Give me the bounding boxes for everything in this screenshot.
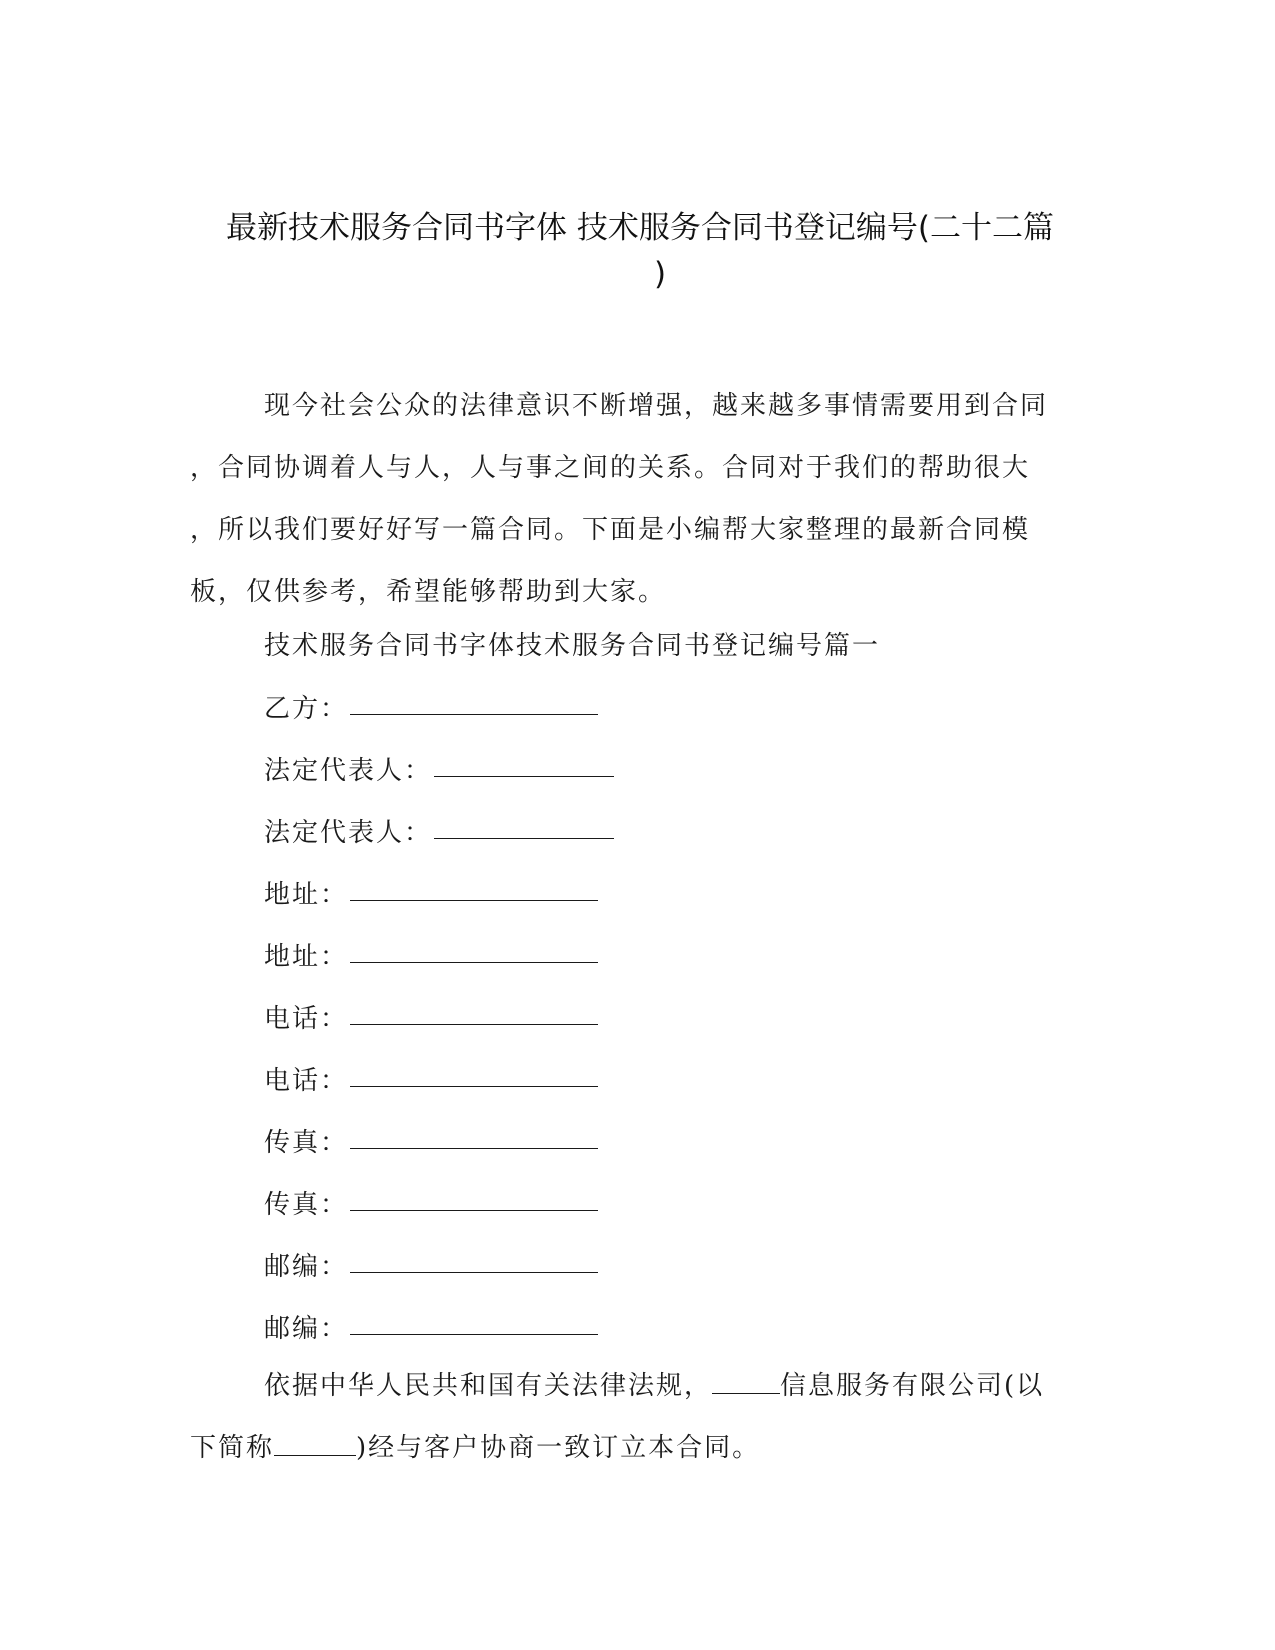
closing-text: )经与客户协商一致订立本合同。: [356, 1433, 761, 1463]
field-label: 电话：: [264, 1066, 349, 1096]
title-line-2: ): [653, 256, 667, 292]
field-label: 邮编：: [264, 1314, 349, 1344]
closing-line-1: [190, 1355, 1080, 1417]
field-phone: [264, 1060, 964, 1122]
fill-in-blank[interactable]: [712, 1369, 780, 1394]
intro-paragraph: [190, 375, 1080, 623]
fill-in-blank[interactable]: [350, 688, 598, 715]
document-title: [190, 205, 1090, 297]
field-label: 电话：: [264, 1004, 349, 1034]
intro-line: ，所以我们要好好写一篇合同。下面是小编帮大家整理的最新合同模: [190, 515, 1031, 545]
field-label: 地址：: [264, 880, 349, 910]
field-label: 地址：: [264, 942, 349, 972]
field-fax: [264, 1184, 964, 1246]
field-fax: [264, 1122, 964, 1184]
fill-in-blank[interactable]: [350, 1122, 598, 1149]
fill-in-blank[interactable]: [350, 874, 598, 901]
fill-in-blank[interactable]: [350, 1308, 598, 1335]
closing-line-2: [190, 1417, 1080, 1479]
closing-paragraph: [190, 1355, 1080, 1479]
closing-text: 依据中华人民共和国有关法律法规，: [264, 1371, 713, 1401]
fill-in-blank[interactable]: [350, 1184, 598, 1211]
field-phone: [264, 998, 964, 1060]
fill-in-blank[interactable]: [434, 812, 614, 839]
fill-in-blank[interactable]: [350, 936, 598, 963]
fill-in-blank[interactable]: [350, 998, 598, 1025]
title-line-1: 最新技术服务合同书字体 技术服务合同书登记编号(二十二篇: [226, 210, 1054, 246]
field-label: 乙方：: [264, 694, 349, 724]
closing-text: 下简称: [190, 1433, 275, 1463]
fill-in-blank[interactable]: [350, 1246, 598, 1273]
field-label: 法定代表人：: [264, 756, 433, 786]
field-label: 传真：: [264, 1128, 349, 1158]
field-party-b: [264, 688, 964, 750]
fill-in-blank[interactable]: [274, 1431, 356, 1456]
field-postcode: [264, 1246, 964, 1308]
field-label: 传真：: [264, 1190, 349, 1220]
party-fields: [264, 688, 964, 1370]
field-legal-representative: [264, 750, 964, 812]
intro-line: 现今社会公众的法律意识不断增强，越来越多事情需要用到合同: [264, 391, 1049, 421]
field-address: [264, 874, 964, 936]
fill-in-blank[interactable]: [350, 1060, 598, 1087]
section-heading: 技术服务合同书字体技术服务合同书登记编号篇一: [264, 631, 881, 661]
intro-line: ，合同协调着人与人，人与事之间的关系。合同对于我们的帮助很大: [190, 453, 1031, 483]
fill-in-blank[interactable]: [434, 750, 614, 777]
field-address: [264, 936, 964, 998]
field-label: 邮编：: [264, 1252, 349, 1282]
intro-line: 板，仅供参考，希望能够帮助到大家。: [190, 577, 667, 607]
field-legal-representative: [264, 812, 964, 874]
closing-text: 信息服务有限公司(以: [780, 1371, 1045, 1401]
field-label: 法定代表人：: [264, 818, 433, 848]
